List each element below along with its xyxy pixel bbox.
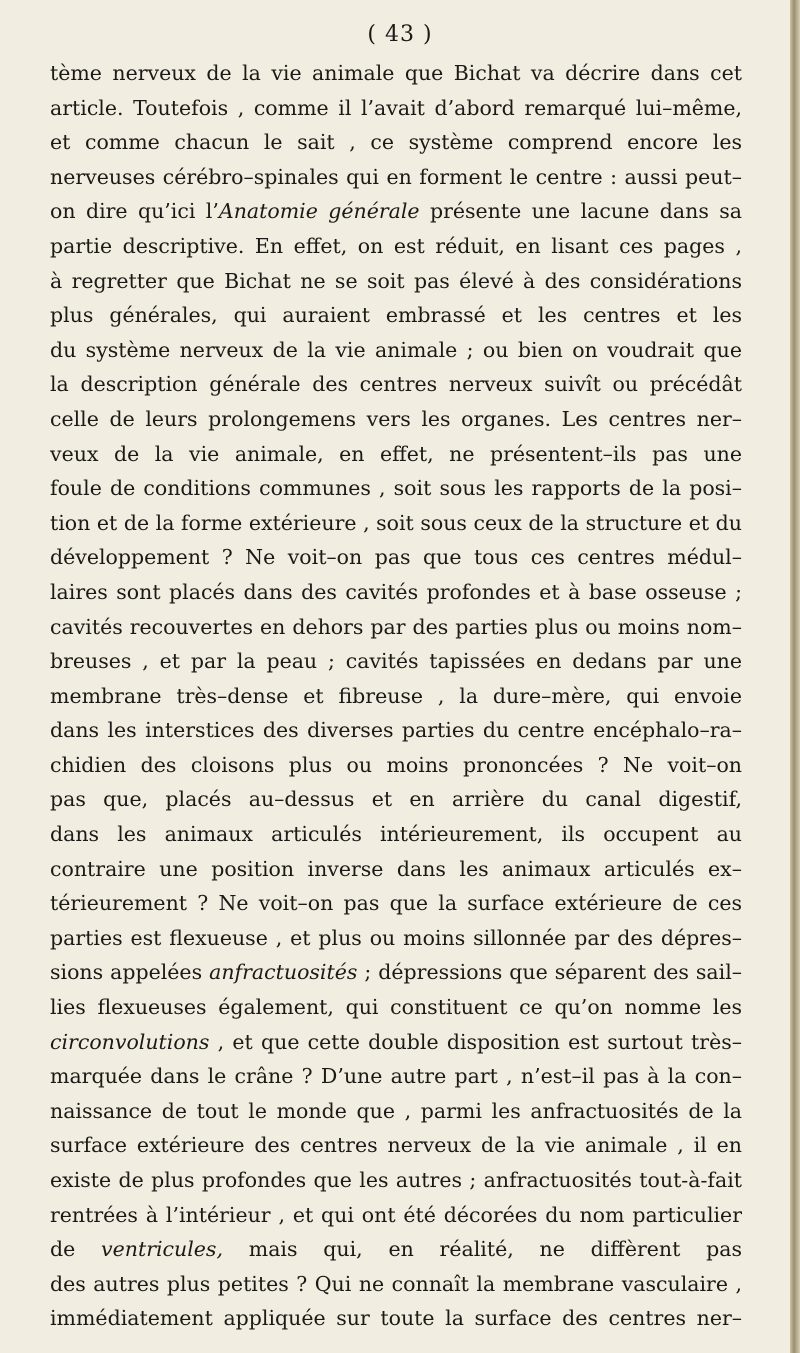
text-line: [50, 1232, 742, 1267]
text-line: [50, 402, 742, 437]
text-segment: immédiatement appliquée sur toute la surface des centres ner–: [50, 1306, 742, 1331]
text-line: [50, 1094, 742, 1129]
text-segment: mais qui, en réalité, ne diffèrent pas: [248, 1237, 742, 1262]
text-segment: plus générales, qui auraient embrassé et les centres et les: [50, 303, 742, 328]
text-segment: nerveuses cérébro–spinales qui en forment le centre : aussi peut–: [50, 164, 742, 189]
text-line: [50, 194, 742, 229]
text-line: [50, 471, 742, 506]
text-line: [50, 610, 742, 645]
italic-term: anfractuosités: [209, 960, 358, 985]
text-segment: surface extérieure des centres nerveux de la vie animale , il en: [50, 1133, 742, 1158]
text-segment: partie descriptive. En effet, on est réduit, en lisant ces pages ,: [50, 233, 742, 258]
text-segment: existe de plus profondes que les autres ; anfractuosités tout-à-fait: [50, 1168, 742, 1192]
text-line: [50, 575, 742, 610]
text-line: [50, 1267, 742, 1302]
text-line: [50, 852, 742, 887]
text-segment: des autres plus petites ? Qui ne connaît la membrane vasculaire ,: [50, 1271, 742, 1296]
text-line: [50, 1025, 742, 1060]
body-text: [50, 56, 742, 1336]
text-segment: parties est flexueuse , et plus ou moins sillonnée par des dépres–: [50, 925, 742, 950]
text-line: [50, 921, 742, 956]
text-segment: marquée dans le crâne ? D’une autre part , n’est–il pas à la con–: [50, 1064, 742, 1089]
text-line: [50, 1198, 742, 1233]
text-segment: dans les animaux articulés intérieurement, ils occupent au: [50, 822, 742, 847]
text-line: [50, 125, 742, 160]
text-segment: cavités recouvertes en dehors par des parties plus ou moins nom–: [50, 614, 742, 639]
text-segment: pas que, placés au–dessus et en arrière du canal digestif,: [50, 787, 742, 812]
text-line: [50, 437, 742, 472]
text-line: [50, 1128, 742, 1163]
text-line: [50, 782, 742, 817]
text-segment: , et que cette double disposition est surtout très–: [209, 1029, 742, 1054]
page-number: ( 43 ): [367, 22, 433, 47]
text-segment: article. Toutefois , comme il l’avait d’abord remarqué lui–même,: [50, 95, 742, 120]
text-segment: celle de leurs prolongemens vers les organes. Les centres ner–: [50, 406, 742, 431]
page-edge: [790, 0, 800, 1353]
text-segment: laires sont placés dans des cavités profondes et à base osseuse ;: [50, 579, 742, 604]
text-line: [50, 955, 742, 990]
text-line: [50, 679, 742, 714]
text-segment: dans les interstices des diverses parties du centre encéphalo–ra–: [50, 718, 742, 743]
text-segment: à regretter que Bichat ne se soit pas élevé à des considérations: [50, 268, 742, 293]
text-segment: chidien des cloisons plus ou moins prononcées ? Ne voit–on: [50, 752, 742, 777]
text-segment: et comme chacun le sait , ce système comprend encore les: [50, 130, 742, 155]
text-line: [50, 644, 742, 679]
text-line: [50, 56, 742, 91]
text-segment: de: [50, 1237, 102, 1262]
text-line: [50, 229, 742, 264]
italic-term: Anatomie générale: [218, 199, 420, 224]
text-segment: contraire une position inverse dans les animaux articulés ex–: [50, 856, 742, 881]
text-line: [50, 817, 742, 852]
text-segment: la description générale des centres nerveux suivît ou précédât: [50, 372, 742, 397]
text-segment: sions appelées: [50, 960, 210, 985]
italic-term: ventricules,: [101, 1237, 223, 1262]
text-line: [50, 1163, 742, 1198]
text-segment: breuses , et par la peau ; cavités tapissées en dedans par une: [50, 649, 742, 674]
text-line: [50, 264, 742, 299]
text-segment: naissance de tout le monde que , parmi les anfractuosités de la: [50, 1098, 742, 1123]
text-segment: rentrées à l’intérieur , et qui ont été décorées du nom particulier: [50, 1202, 742, 1227]
text-segment: présente une lacune dans sa: [419, 199, 742, 224]
text-line: [50, 298, 742, 333]
italic-term: circonvolutions: [50, 1029, 210, 1054]
text-segment: lies flexueuses également, qui constituent ce qu’on nomme les: [50, 995, 742, 1020]
text-segment: membrane très–dense et fibreuse , la dure–mère, qui envoie: [50, 683, 742, 708]
text-line: [50, 91, 742, 126]
text-segment: du système nerveux de la vie animale ; ou bien on voudrait que: [50, 337, 742, 362]
text-line: [50, 748, 742, 783]
text-segment: tème nerveux de la vie animale que Bichat va décrire dans cet: [50, 61, 742, 85]
text-line: [50, 160, 742, 195]
text-segment: veux de la vie animale, en effet, ne présentent–ils pas une: [50, 441, 742, 466]
text-segment: foule de conditions communes , soit sous les rapports de la posi–: [50, 476, 742, 501]
text-line: [50, 1059, 742, 1094]
text-segment: développement ? Ne voit–on pas que tous ces centres médul–: [50, 545, 742, 570]
text-line: [50, 540, 742, 575]
text-segment: on dire qu’ici l’: [50, 199, 219, 224]
text-line: [50, 367, 742, 402]
text-line: [50, 506, 742, 541]
text-segment: térieurement ? Ne voit–on pas que la surface extérieure de ces: [50, 891, 742, 916]
text-segment: ; dépressions que séparent des sail–: [357, 960, 742, 985]
text-segment: tion et de la forme extérieure , soit sous ceux de la structure et du: [50, 510, 742, 535]
text-line: [50, 990, 742, 1025]
text-line: [50, 886, 742, 921]
text-line: [50, 713, 742, 748]
text-line: [50, 333, 742, 368]
text-line: [50, 1301, 742, 1336]
